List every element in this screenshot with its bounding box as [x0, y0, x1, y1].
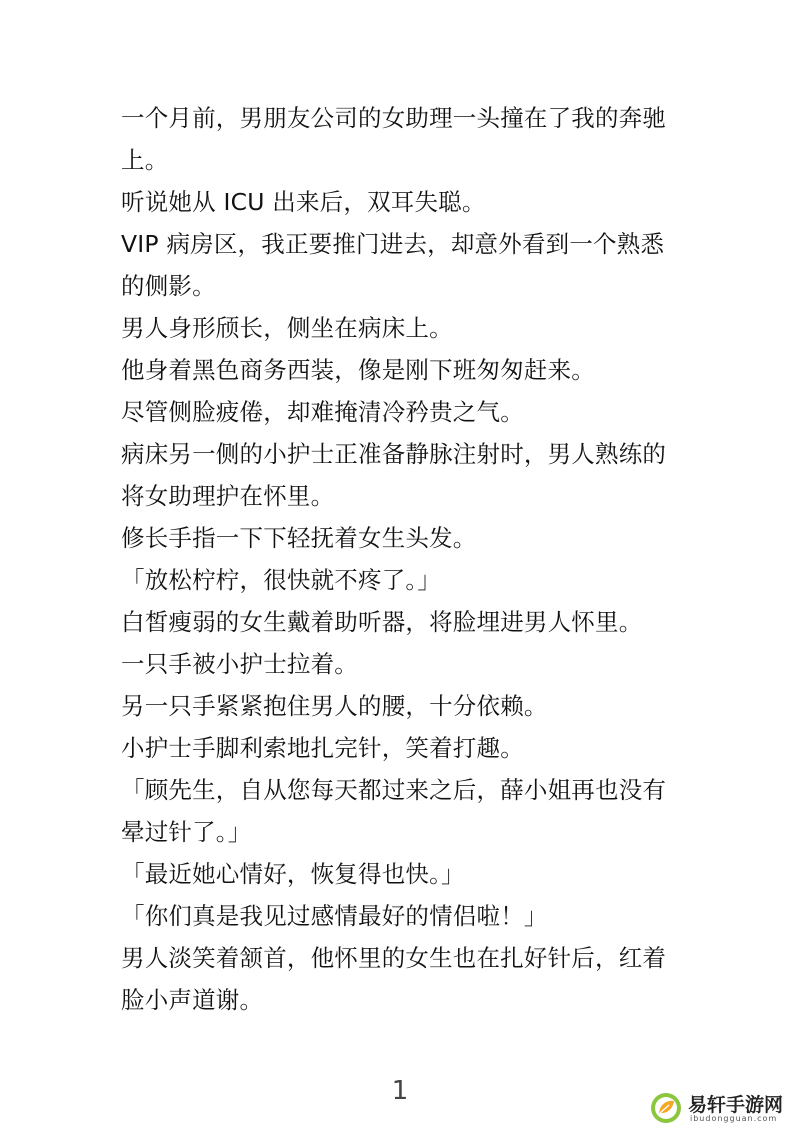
text-line: 一只手被小护士拉着。	[121, 650, 358, 678]
text-line: 另一只手紧紧抱住男人的腰，十分依赖。	[121, 692, 548, 720]
text-line: 上。	[121, 146, 169, 174]
text-line: 修长手指一下下轻抚着女生头发。	[121, 524, 477, 552]
text-line: 「顾先生，自从您每天都过来之后，薛小姐再也没有	[121, 776, 667, 804]
watermark-domain: ibudongguan.com	[690, 1114, 778, 1123]
site-watermark	[650, 1088, 800, 1131]
text-line: 晕过针了。」	[121, 818, 252, 846]
text-line: 男人淡笑着颔首，他怀里的女生也在扎好针后，红着	[121, 944, 667, 972]
text-line: 「你们真是我见过感情最好的情侣啦！」	[121, 902, 548, 930]
text-line: 白皙瘦弱的女生戴着助听器，将脸埋进男人怀里。	[121, 608, 643, 636]
text-line: 「最近她心情好，恢复得也快。」	[121, 860, 465, 888]
leaf-logo-icon	[650, 1092, 682, 1124]
text-line: 男人身形颀长，侧坐在病床上。	[121, 314, 453, 342]
text-line: 脸小声道谢。	[121, 986, 264, 1014]
text-line: 的侧影。	[121, 272, 216, 300]
text-line: 听说她从 ICU 出来后，双耳失聪。	[121, 188, 486, 216]
page-number: 1	[391, 1076, 409, 1106]
text-line: 小护士手脚利索地扎完针，笑着打趣。	[121, 734, 524, 762]
text-line: 尽管侧脸疲倦，却难掩清冷矜贵之气。	[121, 398, 524, 426]
story-text	[121, 97, 691, 1021]
watermark-title: 易轩手游网	[688, 1094, 784, 1116]
text-line: 将女助理护在怀里。	[121, 482, 335, 510]
text-line: 一个月前，男朋友公司的女助理一头撞在了我的奔驰	[121, 104, 667, 132]
text-line: 「放松柠柠，很快就不疼了。」	[121, 566, 442, 594]
text-line: 病床另一侧的小护士正准备静脉注射时，男人熟练的	[121, 440, 667, 468]
text-line: VIP 病房区，我正要推门进去，却意外看到一个熟悉	[121, 230, 665, 258]
text-line: 他身着黑色商务西装，像是刚下班匆匆赶来。	[121, 356, 595, 384]
